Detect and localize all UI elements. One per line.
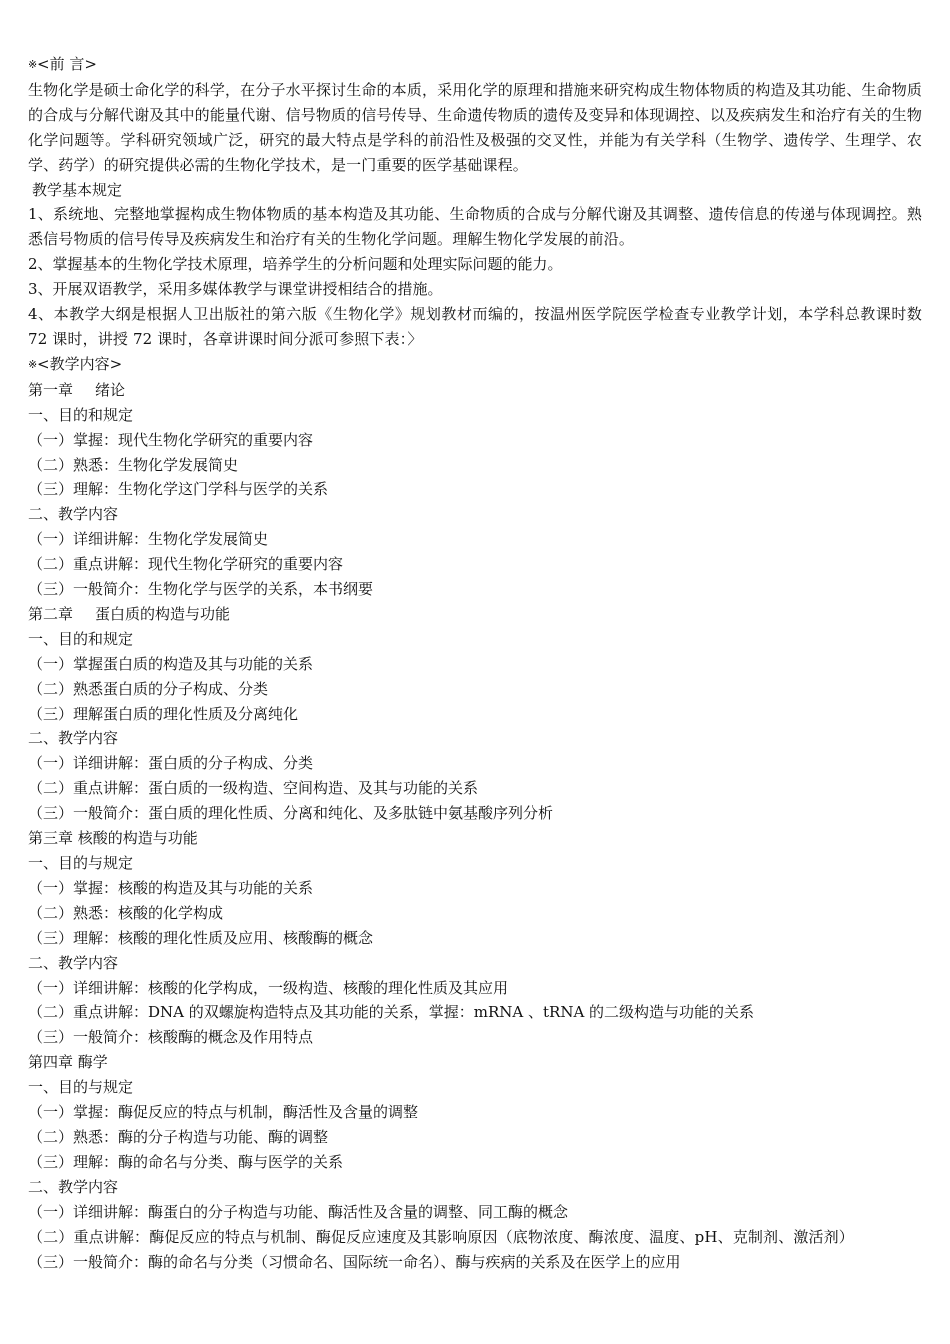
outline-line: 一、目的和规定 (28, 629, 134, 648)
requirement-item: 3、开展双语教学，采用多媒体教学与课堂讲授相结合的措施。 (28, 280, 443, 299)
outline-line: （三）理解：核酸的理化性质及应用、核酸酶的概念 (28, 928, 374, 947)
outline-line: （三）一般简介：核酸酶的概念及作用特点 (28, 1028, 314, 1047)
outline-line: 二、教学内容 (28, 505, 119, 524)
outline-line: （三）一般简介：蛋白质的理化性质、分离和纯化、及多肽链中氨基酸序列分析 (28, 804, 554, 823)
outline-line: （一）详细讲解：蛋白质的分子构成、分类 (28, 754, 314, 773)
chapter-number: 第三章 (28, 829, 74, 848)
chapter-title: 酶学 (77, 1053, 108, 1072)
chapter-title: 核酸的构造与功能 (77, 829, 198, 848)
chapter-number: 第四章 (28, 1053, 74, 1072)
outline-line: （二）熟悉：核酸的化学构成 (28, 903, 224, 922)
outline-line: （三）理解蛋白质的理化性质及分离纯化 (28, 704, 299, 723)
chapter-heading (28, 826, 922, 851)
outline-line: 一、目的与规定 (28, 1078, 134, 1097)
outline-line: （一）掌握：酶促反应的特点与机制，酶活性及含量的调整 (28, 1103, 419, 1122)
outline-line: 一、目的和规定 (28, 405, 134, 424)
outline-line: （一）掌握：现代生物化学研究的重要内容 (28, 430, 314, 449)
outline-line: （二）重点讲解：DNA 的双螺旋构造特点及其功能的关系，掌握：mRNA 、tRNA 的二级构造与功能的关系 (28, 1003, 755, 1022)
chapter-heading (28, 1050, 922, 1075)
outline-line: （一）详细讲解：酶蛋白的分子构造与功能、酶活性及含量的调整、同工酶的概念 (28, 1202, 569, 1221)
chapter-number: 第二章 (28, 604, 74, 623)
outline-line: 二、教学内容 (28, 1177, 119, 1196)
requirement-item: 2、掌握基本的生物化学技术原理，培养学生的分析问题和处理实际问题的能力。 (28, 255, 563, 274)
outline-line: 二、教学内容 (28, 729, 119, 748)
outline-line: （三）理解：酶的命名与分类、酶与医学的关系 (28, 1152, 344, 1171)
chapter-heading (28, 602, 922, 627)
chapter-number: 第一章 (28, 380, 74, 399)
outline-line: （三）理解：生物化学这门学科与医学的关系 (28, 480, 329, 499)
outline-line: （二）熟悉：酶的分子构造与功能、酶的调整 (28, 1127, 329, 1146)
chapter-title: 蛋白质的构造与功能 (95, 604, 231, 623)
chapter-title: 绪论 (95, 380, 126, 399)
outline-line: （三）一般简介：生物化学与医学的关系，本书纲要 (28, 580, 374, 599)
outline-line: （二）熟悉：生物化学发展简史 (28, 455, 239, 474)
outline-line: （一）详细讲解：核酸的化学构成，一级构造、核酸的理化性质及其应用 (28, 978, 509, 997)
chapter-heading (28, 378, 922, 403)
outline-line: （一）详细讲解：生物化学发展简史 (28, 530, 269, 549)
outline-line: （一）掌握蛋白质的构造及其与功能的关系 (28, 654, 314, 673)
preface-heading: ※ <前 言> (28, 52, 922, 78)
requirements-title: 教学基本规定 (32, 180, 123, 199)
outline-line: 一、目的与规定 (28, 854, 134, 872)
requirement-item: 1、系统地、完整地掌握构成生物体物质的基本构造及其功能、生命物质的合成与分解代谢及其调整、遗传信息的传递与体现调控。熟悉信号物质的信号传导及疾病发生和治疗有关的生物化学问题。理解生物化学发展的前沿。 (28, 205, 922, 249)
outline-line: 二、教学内容 (28, 953, 119, 972)
outline-line: （二）熟悉蛋白质的分子构成、分类 (28, 679, 269, 698)
content-heading: ※ <教学内容> (28, 352, 922, 378)
outline-line: （二）重点讲解：现代生物化学研究的重要内容 (28, 555, 344, 574)
requirement-item: 4、本教学大纲是根据人卫出版社的第六版《生物化学》规划教材而编的，按温州医学院医学检查专业教学计划，本学科总教课时数 72 课时，讲授 72 课时，各章讲课时间分派可参照下表：〉 (28, 305, 922, 348)
outline-line: （一）掌握：核酸的构造及其与功能的关系 (28, 878, 314, 897)
outline-line: （二）重点讲解：酶促反应的特点与机制、酶促反应速度及其影响原因（底物浓度、酶浓度、温度、pH、克制剂、激活剂） (28, 1227, 854, 1246)
outline-line: （二）重点讲解：蛋白质的一级构造、空间构造、及其与功能的关系 (28, 779, 479, 798)
outline-line: （三）一般简介：酶的命名与分类（习惯命名、国际统一命名）、酶与疾病的关系及在医学上的应用 (28, 1252, 681, 1271)
preface-intro: 生物化学是硕士命化学的科学，在分子水平探讨生命的本质，采用化学的原理和措施来研究构成生物体物质的构造及其功能、生命物质的合成与分解代谢及其中的能量代谢、信号物质的信号传导、生命遗传物质的遗传及变异和体现调控、以及疾病发生和治疗有关的生物化学问题等。学科研究领域广泛，研究的最大特点是学科的前沿性及极强的交叉性，并能为有关学科（生物学、遗传学、生理学、农学、药学）的研究提供必需的生物化学技术，是一门重要的医学基础课程。 (28, 80, 922, 174)
